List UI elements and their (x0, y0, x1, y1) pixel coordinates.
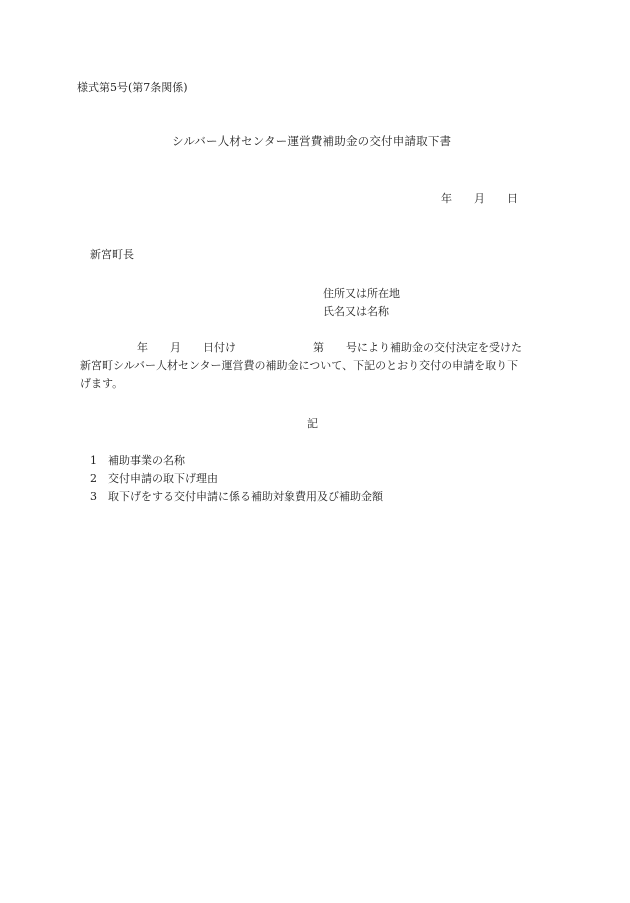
applicant-name-label: 氏名又は名称 (323, 305, 389, 318)
form-number-label: 様式第5号(第7条関係) (77, 81, 188, 94)
item-text: 補助事業の名称 (108, 454, 185, 467)
body-month: 月 (170, 341, 181, 354)
ki-heading: 記 (307, 417, 318, 430)
body-line1-tail: 号により補助金の交付決定を受けた (346, 341, 522, 354)
list-item (90, 473, 218, 484)
item-text: 取下げをする交付申請に係る補助対象費用及び補助金額 (108, 490, 383, 503)
list-item (90, 491, 383, 502)
date-year-label: 年 (441, 192, 452, 205)
body-dai: 第 (313, 341, 324, 354)
body-line-2: 新宮町シルバー人材センター運営費の補助金について、下記のとおり交付の申請を取り下 (80, 359, 519, 372)
date-day-label: 日 (507, 192, 518, 205)
item-number: 2 (90, 472, 97, 485)
date-line (441, 193, 518, 204)
body-date-suffix: 日付け (203, 341, 236, 354)
item-text: 交付申請の取下げ理由 (108, 472, 218, 485)
item-number: 3 (90, 490, 97, 503)
document-title: シルバー人材センター運営費補助金の交付申請取下書 (172, 134, 452, 148)
body-year: 年 (137, 341, 148, 354)
addressee: 新宮町長 (90, 248, 134, 261)
date-month-label: 月 (474, 192, 485, 205)
list-item (90, 455, 185, 466)
applicant-address-label: 住所又は所在地 (323, 287, 400, 300)
body-line-1 (80, 342, 522, 353)
body-line-3: げます。 (80, 377, 124, 390)
item-number: 1 (90, 454, 97, 467)
